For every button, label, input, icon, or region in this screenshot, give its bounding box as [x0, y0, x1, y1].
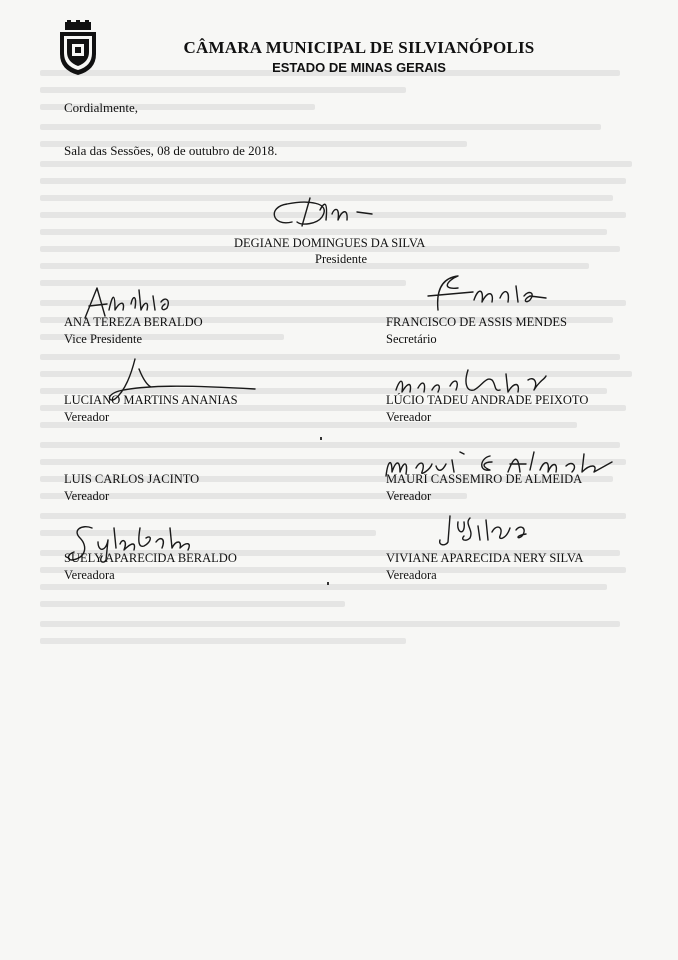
signatory-role: Vereadora: [386, 568, 437, 582]
signatory-name: VIVIANE APARECIDA NERY SILVA: [386, 551, 584, 565]
signatory-name: FRANCISCO DE ASSIS MENDES: [386, 315, 567, 329]
ink-speck: [327, 582, 329, 585]
signatory-name: LUIS CARLOS JACINTO: [64, 472, 200, 486]
signatory-role: Vereadora: [64, 568, 115, 582]
signatory-role: Presidente: [315, 252, 368, 266]
signatory-role: Vereador: [64, 410, 110, 424]
signatory-name: DEGIANE DOMINGUES DA SILVA: [234, 236, 426, 250]
header-title: CÂMARA MUNICIPAL DE SILVIANÓPOLIS: [183, 38, 535, 57]
signatory-role: Secretário: [386, 332, 437, 346]
signature-president: [262, 192, 382, 237]
signatory-role: Vereador: [386, 410, 432, 424]
signature-secretary: [418, 270, 558, 315]
signatory-name: MAURI CASSEMIRO DE ALMEIDA: [386, 472, 583, 486]
signatory-name: SUELY APARECIDA BERALDO: [64, 551, 237, 565]
signatory-role: Vereador: [64, 489, 110, 503]
signatory-name: LÚCIO TADEU ANDRADE PEIXOTO: [386, 393, 589, 407]
place-date-text: Sala das Sessões, 08 de outubro de 2018.: [64, 143, 278, 158]
closing-text: Cordialmente,: [64, 100, 139, 115]
signatory-name: LUCIANO MARTINS ANANIAS: [64, 393, 238, 407]
ink-speck: [320, 437, 322, 440]
signatory-role: Vereador: [386, 489, 432, 503]
header-subtitle: ESTADO DE MINAS GERAIS: [272, 60, 446, 75]
signatory-role: Vice Presidente: [64, 332, 143, 346]
signatory-name: ANA TEREZA BERALDO: [64, 315, 203, 329]
signature-viviane: [430, 510, 550, 550]
